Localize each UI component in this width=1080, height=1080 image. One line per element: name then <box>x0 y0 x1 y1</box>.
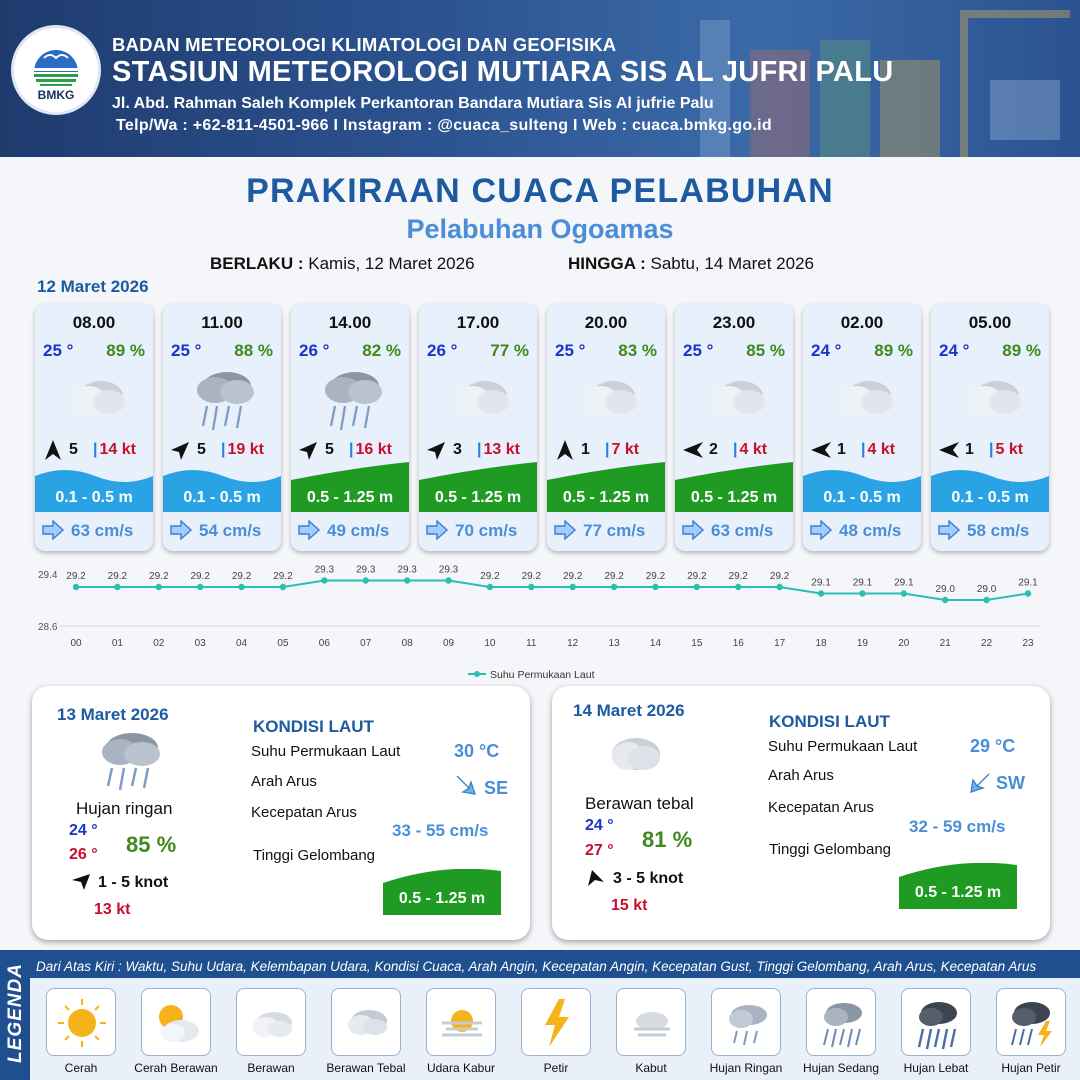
light-rain-icon <box>719 995 775 1051</box>
current-arrow-icon <box>553 520 577 540</box>
sst-point <box>528 584 534 590</box>
sst-point <box>569 584 575 590</box>
current-arrow-icon <box>969 770 993 794</box>
wind-direction-icon <box>937 438 961 462</box>
legend-item-label: Berawan <box>247 1061 295 1075</box>
card-wind-speed: 2 <box>709 441 718 458</box>
legend-description: Dari Atas Kiri : Waktu, Suhu Udara, Kelembapan Udara, Kondisi Cuaca, Arah Angin, Kecepatan Angin, Kecepatan Gust, Tinggi Gelombang, Arah Arus, Kecepatan Arus <box>36 959 1037 974</box>
forecast-card <box>547 304 665 551</box>
legend-item-label: Cerah <box>64 1061 98 1075</box>
sst-point <box>363 577 369 583</box>
card-wind-speed: 3 <box>453 441 462 458</box>
day3-desc: Berawan tebal <box>585 794 694 813</box>
card-wave-height: 0.1 - 0.5 m <box>55 489 133 506</box>
card-wave-height: 0.1 - 0.5 m <box>823 489 901 506</box>
legend-item <box>806 988 876 1056</box>
x-tick-label: 18 <box>815 638 827 649</box>
sst-data-label: 29.2 <box>273 571 293 582</box>
day2-kondisi-title: KONDISI LAUT <box>253 717 374 736</box>
forecast-card <box>931 304 1049 551</box>
page-title: PRAKIRAAN CUACA PELABUHAN <box>246 172 834 210</box>
day3-kec: 32 - 59 cm/s <box>909 817 1006 836</box>
legend-item <box>616 988 686 1056</box>
rain-cloud-icon <box>185 364 261 432</box>
card-humidity: 83 % <box>618 341 657 360</box>
lightning-icon <box>529 995 585 1051</box>
current-arrow-icon <box>41 520 65 540</box>
card-gust-value: 13 kt <box>483 441 520 458</box>
legend-item <box>901 988 971 1056</box>
x-tick-label: 11 <box>526 638 537 649</box>
sst-data-label: 29.2 <box>728 571 748 582</box>
sst-point <box>487 584 493 590</box>
sst-point <box>404 577 410 583</box>
card-humidity: 77 % <box>490 341 529 360</box>
sst-data-label: 29.2 <box>521 571 542 582</box>
x-tick-label: 04 <box>236 638 248 649</box>
card-current-speed: 70 cm/s <box>455 521 518 540</box>
card-wave-height: 0.5 - 1.25 m <box>562 489 650 506</box>
forecast-card <box>803 304 921 551</box>
card-temp: 25 ° <box>171 341 202 360</box>
day3-gust: 15 kt <box>611 897 648 914</box>
forecast-card <box>675 304 793 551</box>
day3-kondisi-title: KONDISI LAUT <box>769 712 890 731</box>
card-current-speed: 49 cm/s <box>327 521 390 540</box>
moderate-rain-icon <box>814 995 870 1051</box>
sst-data-label: 29.3 <box>356 564 376 576</box>
x-tick-label: 12 <box>567 638 579 649</box>
card-temp: 25 ° <box>43 341 74 360</box>
sst-data-label: 29.3 <box>314 564 335 576</box>
wind-direction-icon <box>809 438 833 462</box>
card-time: 20.00 <box>584 313 628 332</box>
card-wave-height: 0.5 - 1.25 m <box>434 489 522 506</box>
legend-item <box>236 988 306 1056</box>
legend-item-label: Hujan Ringan <box>709 1061 783 1075</box>
x-tick-label: 20 <box>898 638 910 649</box>
card-time: 08.00 <box>72 313 116 332</box>
card-wave-height: 0.5 - 1.25 m <box>306 489 394 506</box>
sst-data-label: 29.2 <box>769 571 790 582</box>
sst-point <box>859 590 865 596</box>
thunderstorm-icon <box>1004 995 1060 1051</box>
legend-side-text: LEGENDA <box>5 963 26 1063</box>
day2-kec-label: Kecepatan Arus <box>251 804 357 821</box>
card-temp: 24 ° <box>939 341 970 360</box>
day2-panel <box>32 686 530 940</box>
sst-data-label: 29.1 <box>1018 577 1038 589</box>
legend-label: Suhu Permukaan Laut <box>490 669 595 681</box>
forecast-card <box>163 304 281 551</box>
sst-point <box>776 584 782 590</box>
agency-name: BADAN METEOROLOGI KLIMATOLOGI DAN GEOFISIKA <box>112 34 617 55</box>
legend-item-label: Kabut <box>635 1061 667 1075</box>
valid-from <box>210 254 475 274</box>
card-current-speed: 63 cm/s <box>711 521 774 540</box>
sst-line <box>76 581 1028 601</box>
x-tick-label: 02 <box>153 638 165 649</box>
day2-arah: SE <box>484 778 509 798</box>
forecast-card <box>35 304 153 551</box>
sst-point <box>735 584 741 590</box>
card-wind-speed: 1 <box>837 441 846 458</box>
sst-point <box>73 584 79 590</box>
sst-point <box>114 584 120 590</box>
sst-data-label: 29.1 <box>852 577 873 589</box>
fog-icon <box>624 995 680 1051</box>
sst-data-label: 29.3 <box>397 564 417 576</box>
sst-data-label: 29.3 <box>438 564 459 576</box>
card-wave-height: 0.1 - 0.5 m <box>951 489 1029 506</box>
day2-humidity: 85 % <box>126 832 177 857</box>
sst-data-label: 29.2 <box>645 571 666 582</box>
x-tick-label: 05 <box>277 638 289 649</box>
card-humidity: 89 % <box>1002 341 1041 360</box>
card-wind-speed: 5 <box>69 441 78 458</box>
legend-item-label: Hujan Petir <box>1001 1061 1061 1075</box>
cloud-icon <box>57 364 133 432</box>
legend-item-label: Petir <box>543 1061 569 1075</box>
sst-point <box>238 584 244 590</box>
legend-item-label: Berawan Tebal <box>326 1061 406 1075</box>
day2-tmax: 26 ° <box>69 846 98 863</box>
legend-marker <box>474 671 480 677</box>
sst-point <box>818 590 824 596</box>
sst-point <box>611 584 617 590</box>
x-tick-label: 21 <box>939 638 951 649</box>
sst-chart <box>30 560 1050 685</box>
card-time: 02.00 <box>840 313 884 332</box>
card-gust-value: 7 kt <box>611 441 640 458</box>
valid-until <box>568 254 814 274</box>
legend-icons <box>30 978 1080 1080</box>
x-tick-label: 15 <box>691 638 703 649</box>
card-humidity: 89 % <box>106 341 145 360</box>
legend-item <box>521 988 591 1056</box>
card-time: 05.00 <box>968 313 1012 332</box>
card-current-speed: 77 cm/s <box>583 521 646 540</box>
current-arrow-icon <box>425 520 449 540</box>
card-temp: 26 ° <box>427 341 458 360</box>
day2-tmin: 24 ° <box>69 822 98 839</box>
card-current-speed: 48 cm/s <box>839 521 902 540</box>
day2-wind: 1 - 5 knot <box>98 874 169 891</box>
day3-sst: 29 °C <box>970 736 1016 756</box>
cloud-icon <box>244 995 300 1051</box>
legend-item-label: Udara Kabur <box>426 1061 496 1075</box>
day2-sst: 30 °C <box>454 741 500 761</box>
card-gust-value: 14 kt <box>99 441 136 458</box>
sst-data-label: 29.2 <box>687 571 707 582</box>
legend-item <box>711 988 781 1056</box>
card-gust-value: 19 kt <box>227 441 264 458</box>
day3-tmax: 27 ° <box>585 842 614 859</box>
wind-arrow-icon <box>586 868 606 888</box>
card-gust-value: 4 kt <box>867 441 896 458</box>
thick-cloud-icon <box>606 732 666 776</box>
day3-wave: 0.5 - 1.25 m <box>914 884 1002 901</box>
day2-date: 13 Maret 2026 <box>57 705 169 724</box>
wind-direction-icon <box>169 438 193 462</box>
rain-cloud-icon <box>92 726 172 796</box>
sst-data-label: 29.2 <box>231 571 252 582</box>
card-humidity: 88 % <box>234 341 273 360</box>
sst-point <box>321 577 327 583</box>
day3-sst-label: Suhu Permukaan Laut <box>768 738 918 755</box>
current-arrow-icon <box>297 520 321 540</box>
valid-until-value: Sabtu, 14 Maret 2026 <box>650 254 815 273</box>
bmkg-logo <box>14 28 98 112</box>
card-temp: 26 ° <box>299 341 330 360</box>
day3-arah-label: Arah Arus <box>768 767 834 784</box>
day3-tmin: 24 ° <box>585 817 614 834</box>
card-gust-value: 5 kt <box>995 441 1024 458</box>
forecast-card <box>291 304 409 551</box>
sst-point <box>901 590 907 596</box>
card-wind-speed: 1 <box>965 441 974 458</box>
sst-point <box>156 584 162 590</box>
day2-arah-label: Arah Arus <box>251 773 317 790</box>
day3-tinggi-label: Tinggi Gelombang <box>769 841 892 858</box>
card-wind-speed: 5 <box>197 441 206 458</box>
card-time: 14.00 <box>328 313 372 332</box>
forecast-card <box>419 304 537 551</box>
card-humidity: 89 % <box>874 341 913 360</box>
card-gust: | 19 kt <box>221 441 264 458</box>
card-wind-speed: 5 <box>325 441 334 458</box>
x-tick-label: 09 <box>442 638 455 649</box>
current-arrow-icon <box>453 772 479 798</box>
wind-direction-icon <box>41 438 65 462</box>
day3-panel <box>552 686 1050 940</box>
x-tick-label: 19 <box>856 638 868 649</box>
card-current-speed: 54 cm/s <box>199 521 262 540</box>
sst-data-label: 29.2 <box>562 571 583 582</box>
day2-tinggi-label: Tinggi Gelombang <box>253 847 376 864</box>
sst-data-label: 29.2 <box>149 571 169 582</box>
x-tick-label: 08 <box>401 638 413 649</box>
sst-data-label: 29.2 <box>604 571 624 582</box>
legend-item <box>46 988 116 1056</box>
card-gust: | 16 kt <box>349 441 392 458</box>
legend-item-label: Hujan Sedang <box>802 1061 880 1075</box>
day3-kec-label: Kecepatan Arus <box>768 799 874 816</box>
sst-point <box>1025 590 1031 596</box>
current-arrow-icon <box>169 520 193 540</box>
cloud-icon <box>825 364 901 432</box>
sst-data-label: 29.2 <box>107 571 128 582</box>
logo-text: BMKG <box>37 88 75 102</box>
wind-direction-icon <box>553 438 577 462</box>
x-tick-label: 00 <box>70 638 82 649</box>
sst-data-label: 29.2 <box>190 571 210 582</box>
wind-arrow-icon <box>70 872 92 892</box>
day3-arah: SW <box>996 773 1025 793</box>
sst-data-label: 29.2 <box>480 571 500 582</box>
day2-gust: 13 kt <box>94 901 131 918</box>
card-temp: 25 ° <box>683 341 714 360</box>
card-humidity: 82 % <box>362 341 401 360</box>
sun-cloud-icon <box>149 995 205 1051</box>
card-temp: 24 ° <box>811 341 842 360</box>
x-tick-label: 16 <box>732 638 744 649</box>
x-tick-label: 14 <box>649 638 662 649</box>
sst-point <box>280 584 286 590</box>
cloud-icon <box>441 364 517 432</box>
card-time: 11.00 <box>201 313 243 332</box>
y-tick-label: 29.4 <box>38 570 58 581</box>
rain-cloud-icon <box>313 364 389 432</box>
x-tick-label: 01 <box>111 638 123 649</box>
day2-sst-label: Suhu Permukaan Laut <box>251 743 401 760</box>
card-current-speed: 63 cm/s <box>71 521 134 540</box>
valid-until-label: HINGGA : <box>568 254 646 273</box>
thick-cloud-icon <box>339 995 395 1051</box>
day3-wind: 3 - 5 knot <box>613 870 684 887</box>
sst-data-label: 29.1 <box>894 577 914 589</box>
card-gust-value: 16 kt <box>355 441 392 458</box>
station-contact: Telp/Wa : +62-811-4501-966 I Instagram : @cuaca_sulteng I Web : cuaca.bmkg.go.id <box>116 117 772 134</box>
day3-humidity: 81 % <box>642 827 693 852</box>
day2-kec: 33 - 55 cm/s <box>392 821 489 840</box>
cloud-icon <box>953 364 1029 432</box>
legend-item <box>996 988 1066 1056</box>
haze-icon <box>434 995 490 1051</box>
card-wind-speed: 1 <box>581 441 590 458</box>
sst-point <box>983 597 989 603</box>
card-temp: 25 ° <box>555 341 586 360</box>
day2-desc: Hujan ringan <box>76 799 173 818</box>
card-gust: | 4 kt <box>861 441 896 458</box>
legend-item <box>141 988 211 1056</box>
card-gust: | 13 kt <box>477 441 520 458</box>
card-gust-value: 4 kt <box>739 441 768 458</box>
card-gust: | 4 kt <box>733 441 768 458</box>
card-gust: | 14 kt <box>93 441 136 458</box>
card-wave-height: 0.1 - 0.5 m <box>183 489 261 506</box>
current-arrow-icon <box>681 520 705 540</box>
valid-from-label: BERLAKU : <box>210 254 304 273</box>
heavy-rain-icon <box>909 995 965 1051</box>
sst-point <box>445 577 451 583</box>
legend-item-label: Hujan Lebat <box>903 1061 969 1075</box>
legend-item <box>331 988 401 1056</box>
legend-item <box>426 988 496 1056</box>
card-current-speed: 58 cm/s <box>967 521 1030 540</box>
card-humidity: 85 % <box>746 341 785 360</box>
card-time: 23.00 <box>712 313 756 332</box>
day3-date: 14 Maret 2026 <box>573 701 685 720</box>
page-subtitle: Pelabuhan Ogoamas <box>406 214 674 244</box>
header-banner <box>0 0 1080 157</box>
day1-date: 12 Maret 2026 <box>37 277 149 296</box>
day2-wave: 0.5 - 1.25 m <box>398 890 486 907</box>
cloud-icon <box>569 364 645 432</box>
sst-point <box>652 584 658 590</box>
x-tick-label: 06 <box>318 638 330 649</box>
sst-data-label: 29.2 <box>66 571 86 582</box>
legend-item-label: Cerah Berawan <box>134 1061 218 1075</box>
current-arrow-icon <box>937 520 961 540</box>
sst-data-label: 29.0 <box>935 584 955 595</box>
wind-direction-icon <box>297 438 321 462</box>
x-tick-label: 22 <box>981 638 993 649</box>
x-tick-label: 17 <box>774 638 786 649</box>
sst-point <box>942 597 948 603</box>
x-tick-label: 10 <box>484 638 496 649</box>
x-tick-label: 03 <box>194 638 206 649</box>
card-gust: | 7 kt <box>605 441 640 458</box>
card-wave-height: 0.5 - 1.25 m <box>690 489 778 506</box>
station-address: Jl. Abd. Rahman Saleh Komplek Perkantoran Bandara Mutiara Sis Al jufrie Palu <box>112 95 714 112</box>
sst-data-label: 29.0 <box>976 584 997 595</box>
card-time: 17.00 <box>456 313 500 332</box>
sst-data-label: 29.1 <box>811 577 831 589</box>
sst-point <box>197 584 203 590</box>
x-tick-label: 07 <box>360 638 372 649</box>
x-tick-label: 23 <box>1022 638 1034 649</box>
wind-direction-icon <box>425 438 449 462</box>
valid-from-value: Kamis, 12 Maret 2026 <box>308 254 475 273</box>
current-arrow-icon <box>809 520 833 540</box>
station-name: STASIUN METEOROLOGI MUTIARA SIS AL JUFRI PALU <box>112 56 894 88</box>
y-tick-label: 28.6 <box>38 622 58 633</box>
legend <box>0 950 1080 1080</box>
card-gust: | 5 kt <box>989 441 1024 458</box>
wind-direction-icon <box>681 438 705 462</box>
sst-point <box>694 584 700 590</box>
sun-icon <box>54 995 110 1051</box>
cloud-icon <box>697 364 773 432</box>
x-tick-label: 13 <box>608 638 620 649</box>
